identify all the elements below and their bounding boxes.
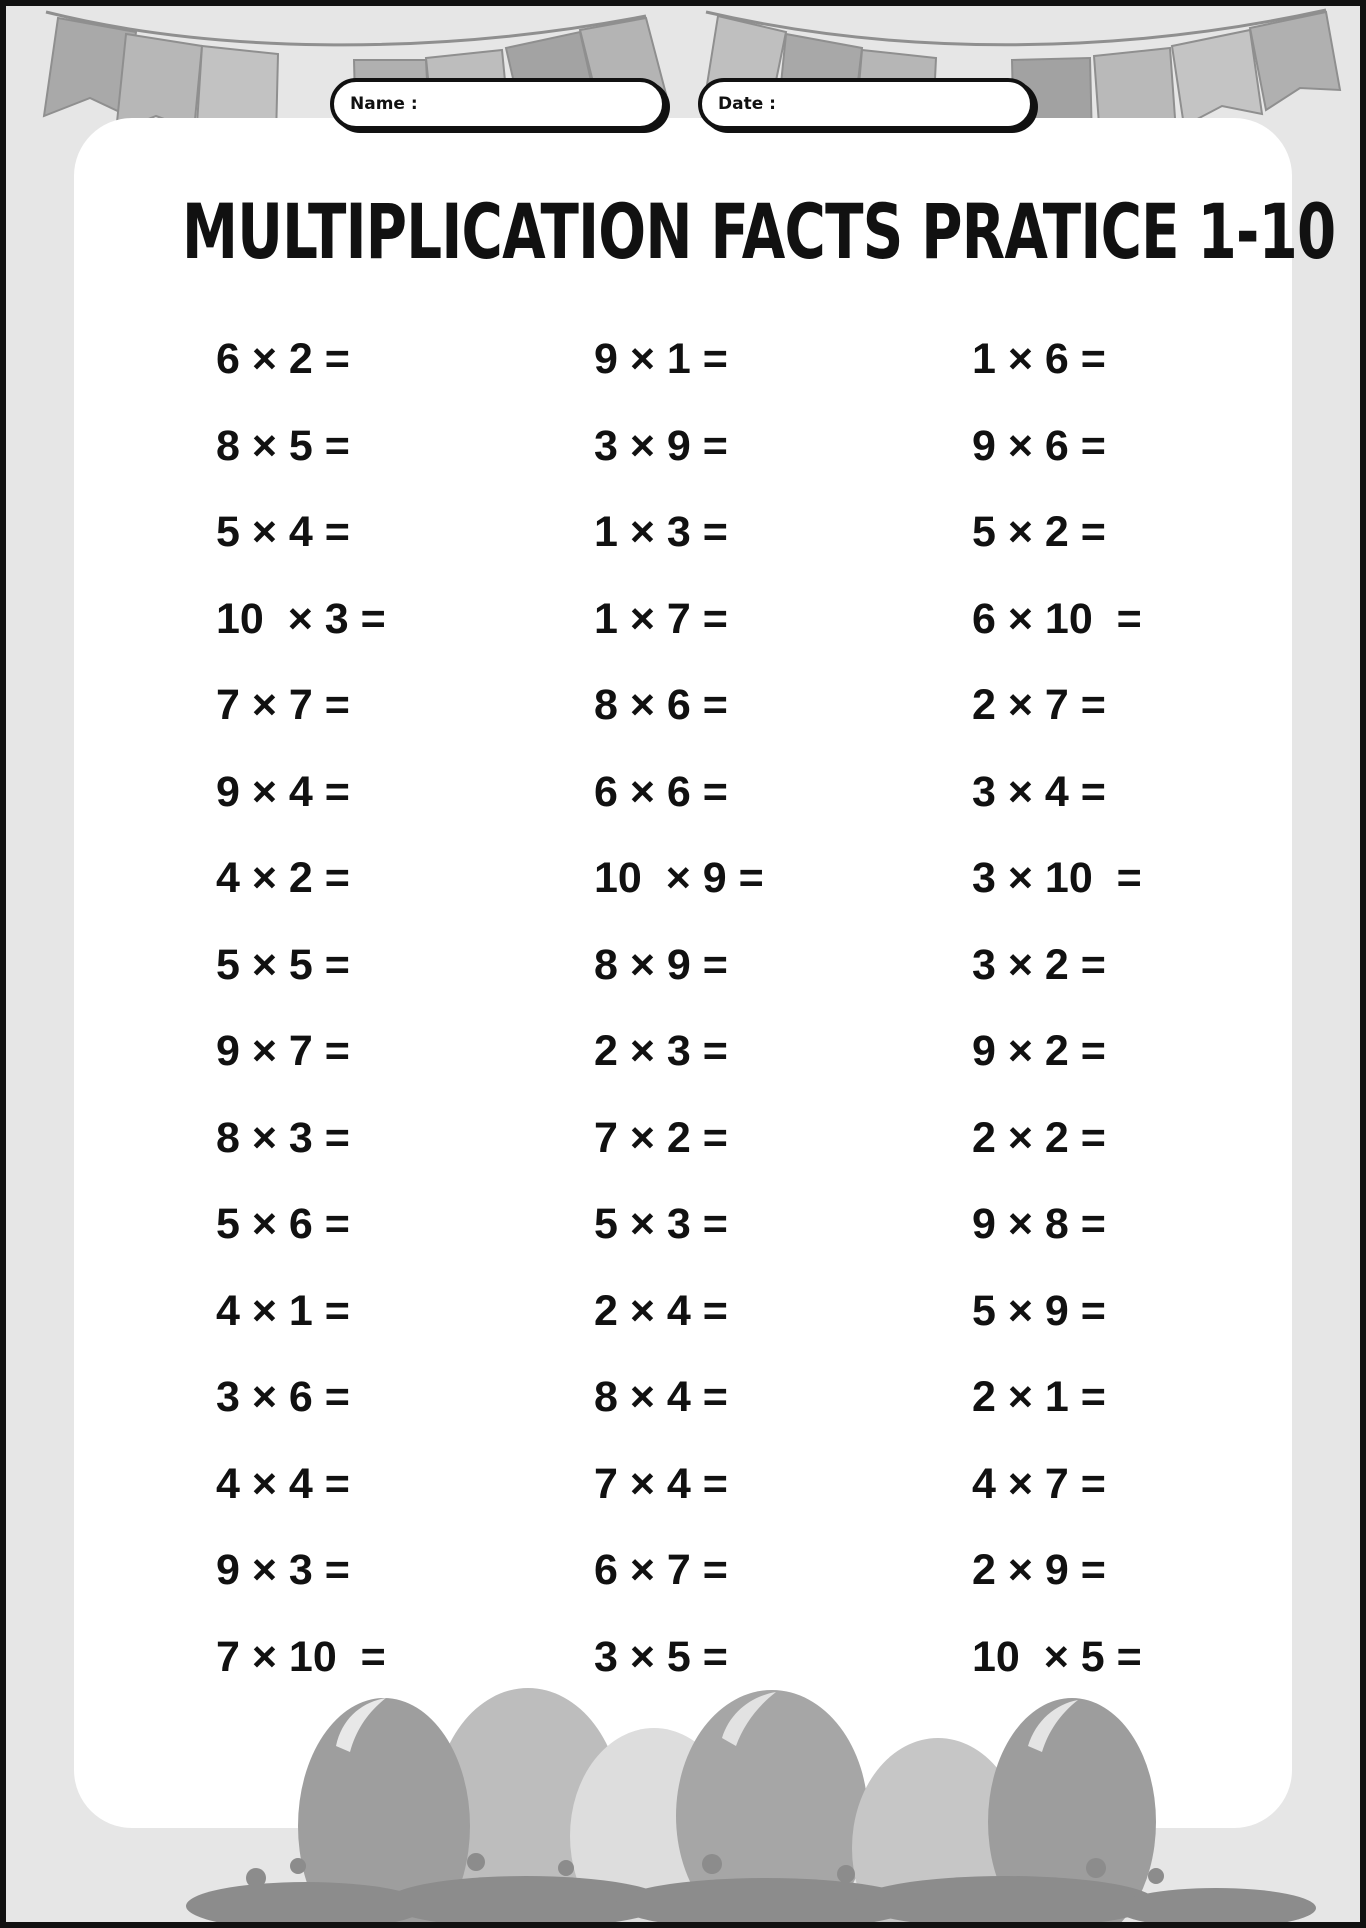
problem: 5 × 3 = [594, 1200, 728, 1248]
name-label: Name : [350, 94, 418, 114]
problem: 2 × 2 = [972, 1113, 1106, 1162]
problem: 4 × 2 = [216, 854, 350, 902]
problem: 10 × 9 = [594, 854, 764, 902]
problem: 6 × 10 = [972, 594, 1142, 643]
problem: 5 × 6 = [216, 1200, 350, 1248]
problem: 3 × 4 = [972, 767, 1106, 816]
date-label: Date : [718, 94, 776, 114]
problem: 8 × 3 = [216, 1113, 350, 1162]
problem-grid [216, 316, 1256, 1700]
problem: 2 × 7 = [972, 681, 1106, 729]
problem: 5 × 9 = [972, 1286, 1106, 1335]
problem: 7 × 10 = [216, 1632, 386, 1681]
problem: 8 × 6 = [594, 681, 728, 729]
problem: 2 × 9 = [972, 1546, 1106, 1594]
problem: 9 × 8 = [972, 1200, 1106, 1248]
problem: 8 × 9 = [594, 940, 728, 989]
problem: 9 × 7 = [216, 1027, 350, 1075]
problem: 5 × 5 = [216, 940, 350, 989]
problem: 8 × 4 = [594, 1373, 728, 1421]
problem: 3 × 10 = [972, 854, 1142, 902]
problem: 4 × 1 = [216, 1286, 350, 1335]
problem: 2 × 3 = [594, 1027, 728, 1075]
problem: 9 × 6 = [972, 421, 1106, 470]
problem: 3 × 5 = [594, 1632, 728, 1681]
problem: 7 × 7 = [216, 681, 350, 729]
problem: 6 × 7 = [594, 1546, 728, 1594]
problem: 4 × 7 = [972, 1459, 1106, 1508]
problem: 7 × 4 = [594, 1459, 728, 1508]
page-title: MULTIPLICATION FACTS PRATICE 1-10 [182, 187, 1336, 276]
problem: 10 × 5 = [972, 1632, 1142, 1681]
problem: 6 × 6 = [594, 767, 728, 816]
problem: 5 × 4 = [216, 508, 350, 556]
problem: 1 × 6 = [972, 335, 1106, 383]
problem: 9 × 2 = [972, 1027, 1106, 1075]
problem: 3 × 2 = [972, 940, 1106, 989]
problem: 5 × 2 = [972, 508, 1106, 556]
problem: 3 × 9 = [594, 421, 728, 470]
problem: 3 × 6 = [216, 1373, 350, 1421]
problem: 7 × 2 = [594, 1113, 728, 1162]
date-field[interactable] [698, 78, 1034, 130]
problem: 9 × 3 = [216, 1546, 350, 1594]
problem: 6 × 2 = [216, 335, 350, 383]
problem: 9 × 4 = [216, 767, 350, 816]
name-field[interactable] [330, 78, 666, 130]
problem: 2 × 1 = [972, 1373, 1106, 1421]
problem: 1 × 7 = [594, 594, 728, 643]
problem: 8 × 5 = [216, 421, 350, 470]
problem: 2 × 4 = [594, 1286, 728, 1335]
problem: 10 × 3 = [216, 594, 386, 643]
problem: 1 × 3 = [594, 508, 728, 556]
problem: 9 × 1 = [594, 335, 728, 383]
problem: 4 × 4 = [216, 1459, 350, 1508]
